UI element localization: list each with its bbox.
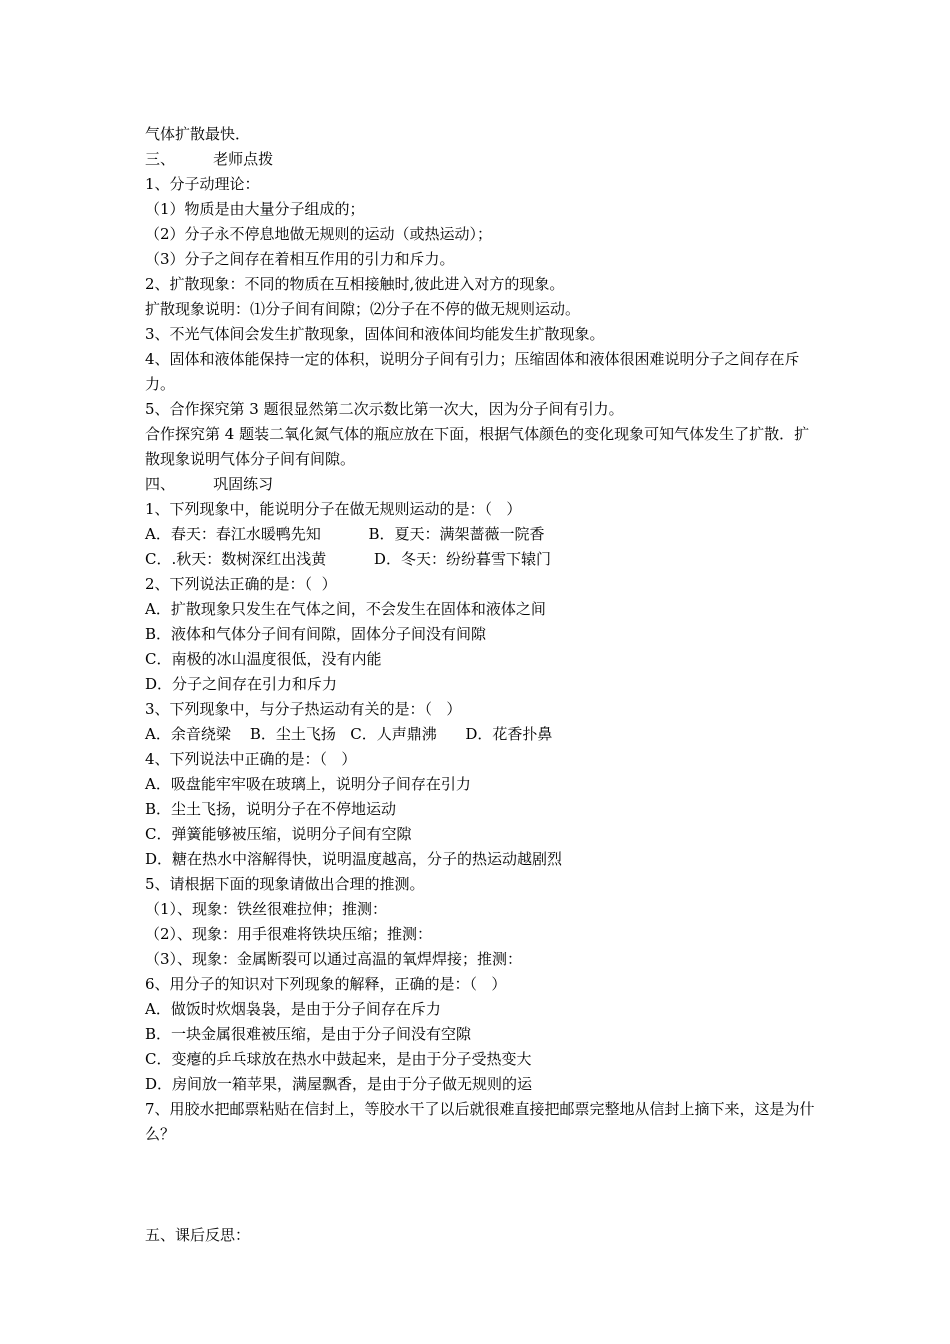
question-5: 5、请根据下面的现象请做出合理的推测。 xyxy=(145,875,425,893)
text-line: 5、合作探究第 3 题很显然第二次示数比第一次大，因为分子间有引力。 xyxy=(145,400,624,418)
text-line: 3、不光气体间会发生扩散现象，固体间和液体间均能发生扩散现象。 xyxy=(145,325,605,343)
text-line: （3）分子之间存在着相互作用的引力和斥力。 xyxy=(145,250,455,268)
section-heading-teacher-guidance: 三、 老师点拨 xyxy=(145,150,274,168)
section-heading-reflection: 五、课后反思： xyxy=(145,1226,251,1244)
text-line: 2、扩散现象：不同的物质在互相接触时,彼此进入对方的现象。 xyxy=(145,275,565,293)
question-6-option-c: C．变瘪的乒乓球放在热水中鼓起来，是由于分子受热变大 xyxy=(145,1050,532,1068)
question-7: 7、用胶水把邮票粘贴在信封上，等胶水干了以后就很难直接把邮票完整地从信封上摘下来，这是为什么？ xyxy=(145,1100,815,1143)
text-line: 1、分子动理论： xyxy=(145,175,260,193)
question-6: 6、用分子的知识对下列现象的解释，正确的是：（ ） xyxy=(145,975,507,993)
question-2: 2、下列说法正确的是：（ ） xyxy=(145,575,337,593)
question-6-option-b: B．一块金属很难被压缩，是由于分子间没有空隙 xyxy=(145,1025,472,1043)
question-4-option-c: C．弹簧能够被压缩，说明分子间有空隙 xyxy=(145,825,412,843)
question-3: 3、下列现象中，与分子热运动有关的是：（ ） xyxy=(145,700,462,718)
question-5-part-3: （3）、现象：金属断裂可以通过高温的氧焊焊接；推测： xyxy=(145,950,523,968)
question-4-option-a: A．吸盘能牢牢吸在玻璃上，说明分子间存在引力 xyxy=(145,775,471,793)
document-body xyxy=(145,122,815,1248)
question-4-option-b: B．尘土飞扬，说明分子在不停地运动 xyxy=(145,800,397,818)
question-1-options-cd: C．.秋天：数树深红出浅黄 D．冬天：纷纷暮雪下辕门 xyxy=(145,550,551,568)
question-5-part-2: （2）、现象：用手很难将铁块压缩；推测： xyxy=(145,925,433,943)
question-5-part-1: （1）、现象：铁丝很难拉伸；推测： xyxy=(145,900,388,918)
question-6-option-a: A．做饭时炊烟袅袅，是由于分子间存在斥力 xyxy=(145,1000,441,1018)
text-line: （2）分子永不停息地做无规则的运动（或热运动）； xyxy=(145,225,493,243)
question-2-option-b: B．液体和气体分子间有间隙，固体分子间没有间隙 xyxy=(145,625,487,643)
question-1: 1、下列现象中，能说明分子在做无规则运动的是：（ ） xyxy=(145,500,522,518)
text-line: 扩散现象说明：⑴分子间有间隙；⑵分子在不停的做无规则运动。 xyxy=(145,300,581,318)
section-heading-practice: 四、 巩固练习 xyxy=(145,475,274,493)
paragraph-point-4: 4、固体和液体能保持一定的体积，说明分子间有引力；压缩固体和液体很困难说明分子之间存在斥力。 xyxy=(145,350,800,393)
question-2-option-a: A．扩散现象只发生在气体之间，不会发生在固体和液体之间 xyxy=(145,600,546,618)
text-line: （1）物质是由大量分子组成的； xyxy=(145,200,365,218)
question-2-option-c: C．南极的冰山温度很低，没有内能 xyxy=(145,650,382,668)
question-4-option-d: D．糖在热水中溶解得快，说明温度越高，分子的热运动越剧烈 xyxy=(145,850,563,868)
question-2-option-d: D．分子之间存在引力和斥力 xyxy=(145,675,338,693)
paragraph-cooperative-inquiry-4: 合作探究第 4 题装二氧化氮气体的瓶应放在下面，根据气体颜色的变化现象可知气体发生了扩散．扩散现象说明气体分子间有间隙。 xyxy=(145,425,810,468)
question-1-options-ab: A．春天：春江水暖鸭先知 B．夏天：满架蔷薇一院香 xyxy=(145,525,545,543)
question-3-options: A．余音绕梁 B．尘土飞扬 C．人声鼎沸 D．花香扑鼻 xyxy=(145,725,553,743)
question-4: 4、下列说法中正确的是：（ ） xyxy=(145,750,357,768)
question-6-option-d: D．房间放一箱苹果，满屋飘香，是由于分子做无规则的运 xyxy=(145,1075,533,1093)
text-line: 气体扩散最快． xyxy=(145,125,251,143)
blank-spacer xyxy=(145,1147,815,1223)
